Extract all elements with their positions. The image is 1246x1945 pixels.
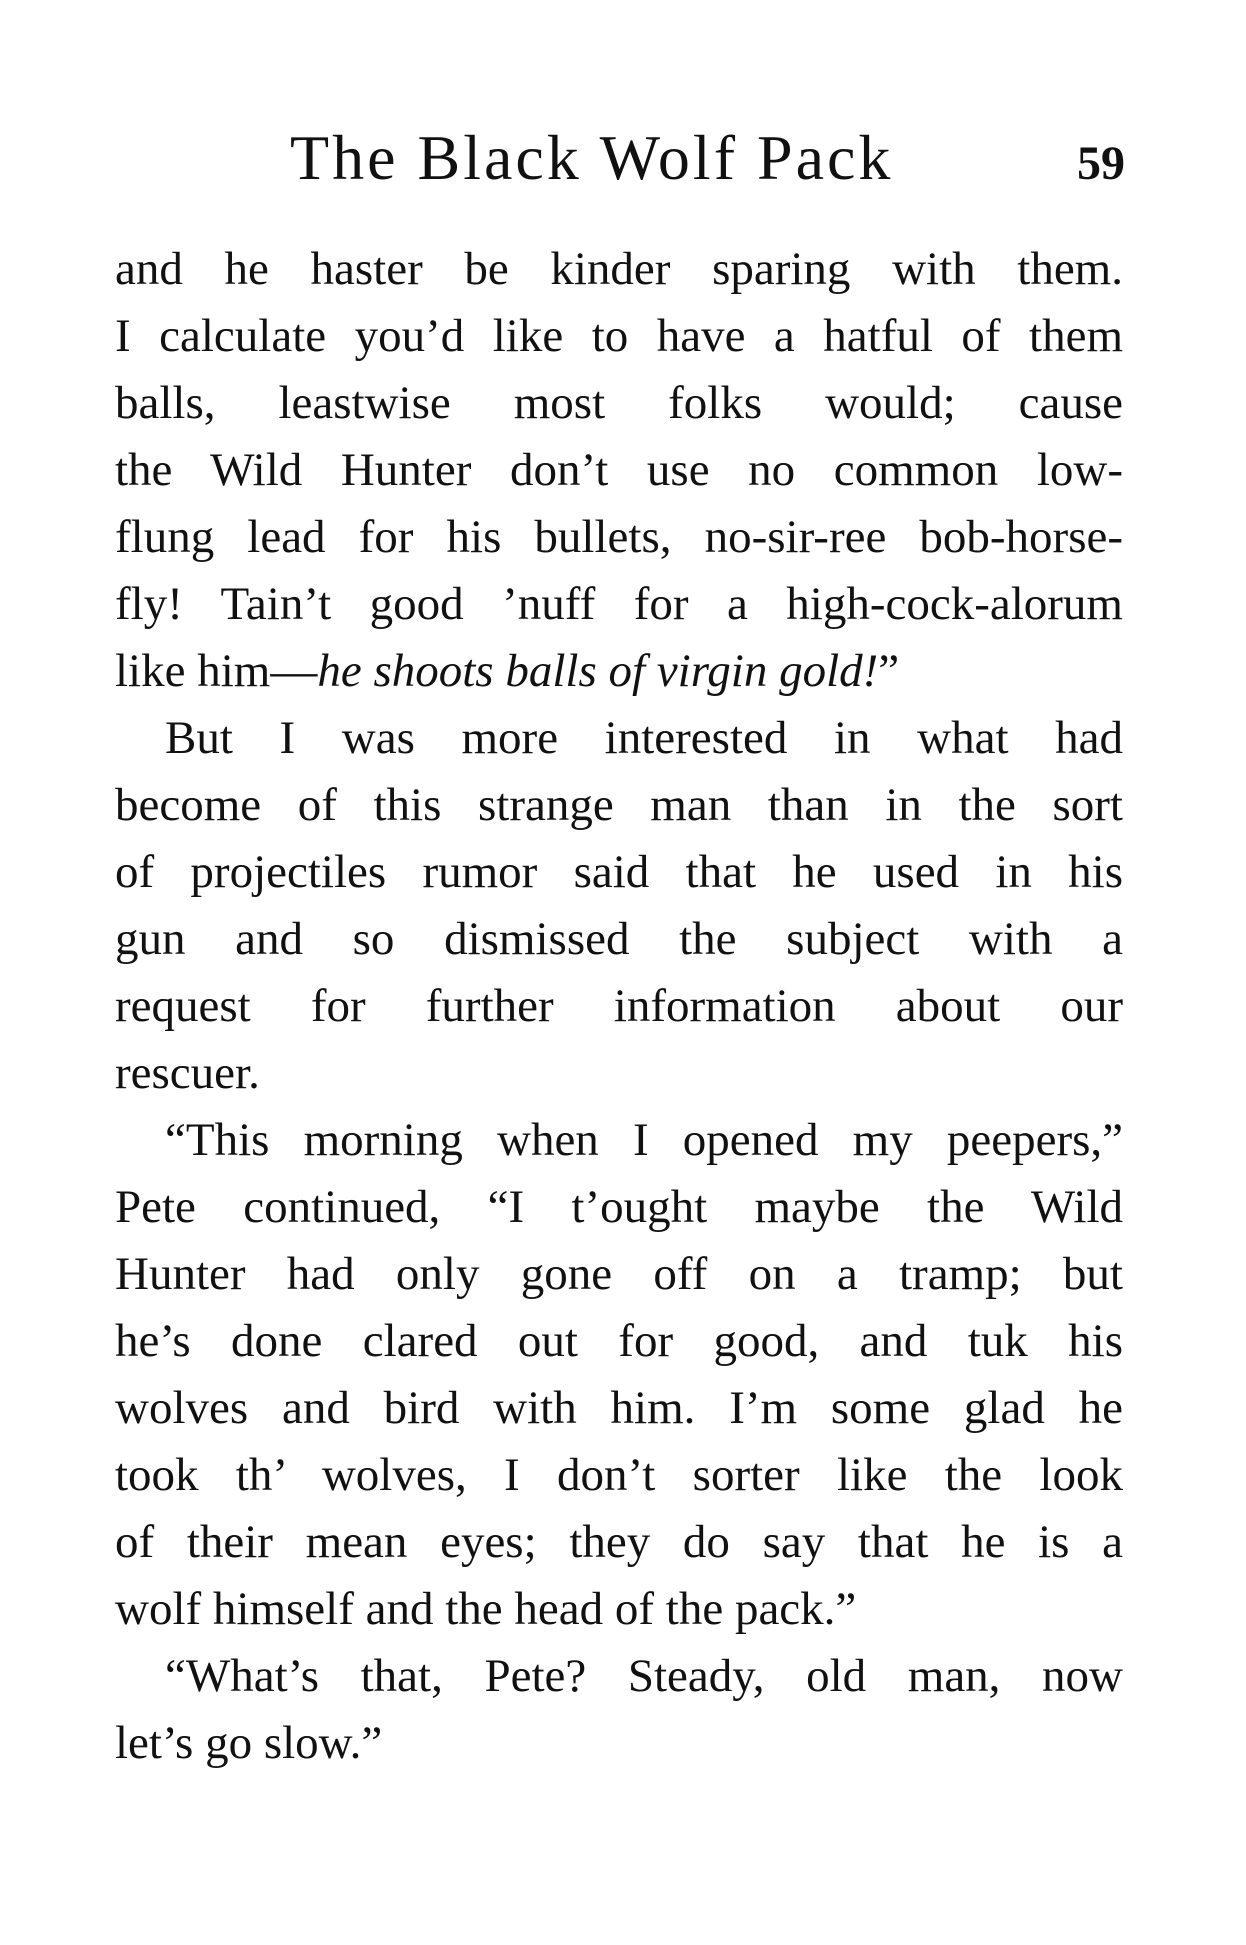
page-number: 59 xyxy=(1077,137,1125,190)
text-line: I calculate you’d like to have a hatful of them xyxy=(115,310,1123,362)
text-line: wolf himself and the head of the pack.” xyxy=(115,1583,857,1635)
text-line: took th’ wolves, I don’t sorter like the look xyxy=(115,1449,1123,1501)
text-line: wolves and bird with him. I’m some glad he xyxy=(115,1382,1123,1434)
text-line: fly! Tain’t good ’nuff for a high-cock-alorum xyxy=(115,578,1123,630)
line-text: like him— xyxy=(115,645,318,697)
text-line: of their mean eyes; they do say that he is a xyxy=(115,1516,1123,1568)
text-line: gun and so dismissed the subject with a xyxy=(115,913,1123,965)
italic-phrase: he shoots balls of virgin gold! xyxy=(317,645,879,697)
text-line: he’s done clared out for good, and tuk his xyxy=(115,1315,1123,1367)
text-line: Hunter had only gone off on a tramp; but xyxy=(115,1248,1123,1300)
text-line: flung lead for his bullets, no-sir-ree bob-horse- xyxy=(115,511,1123,563)
paragraph-first-line: “What’s that, Pete? Steady, old man, now xyxy=(165,1650,1123,1702)
text-line-with-italic xyxy=(115,638,1123,705)
text-line: rescuer. xyxy=(115,1047,260,1099)
text-line: and he haster be kinder sparing with them. xyxy=(115,243,1123,295)
text-line: request for further information about our xyxy=(115,980,1123,1032)
paragraph-first-line: “This morning when I opened my peepers,” xyxy=(165,1114,1123,1166)
closing-quote: ” xyxy=(878,645,900,697)
text-line: let’s go slow.” xyxy=(115,1717,383,1769)
text-line: Pete continued, “I t’ought maybe the Wild xyxy=(115,1181,1123,1233)
text-line: of projectiles rumor said that he used in his xyxy=(115,846,1123,898)
body-text xyxy=(115,236,1123,1777)
text-line: balls, leastwise most folks would; cause xyxy=(115,377,1123,429)
text-line: the Wild Hunter don’t use no common low- xyxy=(115,444,1123,496)
paragraph-first-line: But I was more interested in what had xyxy=(165,712,1123,764)
text-line: become of this strange man than in the sort xyxy=(115,779,1123,831)
running-head xyxy=(115,118,1125,198)
running-title: The Black Wolf Pack xyxy=(290,122,894,193)
